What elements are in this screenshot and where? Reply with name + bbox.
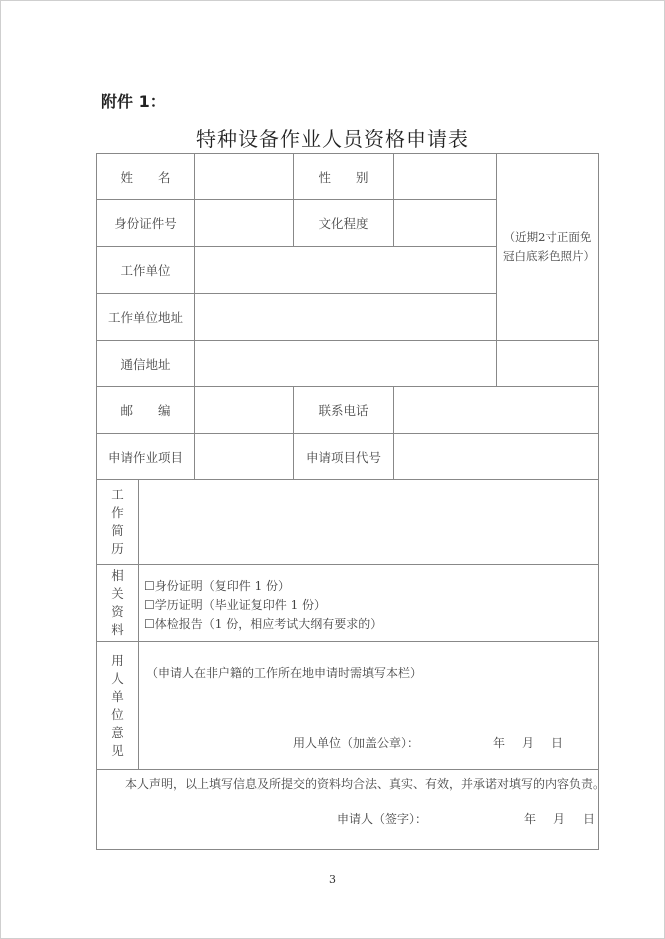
label-mail-address: 通信地址 xyxy=(96,340,195,387)
blank-cell xyxy=(496,340,599,387)
id-number-field[interactable] xyxy=(194,199,294,247)
label-name: 姓 名 xyxy=(96,153,195,200)
char: 关 xyxy=(111,586,124,601)
phone-field[interactable] xyxy=(393,386,599,434)
material-id-checkbox[interactable]: ☐身份证明（复印件 1 份） xyxy=(144,579,291,593)
applicant-day: 日 xyxy=(583,812,596,826)
label-work-history xyxy=(96,479,139,565)
employer-year: 年 xyxy=(493,736,506,750)
applicant-year: 年 xyxy=(524,812,537,826)
label-materials xyxy=(96,564,139,642)
apply-item-field[interactable] xyxy=(194,433,294,480)
photo-box[interactable]: （近期2寸正面免冠白底彩色照片） xyxy=(496,153,599,341)
page-number: 3 xyxy=(329,873,336,886)
employer-field[interactable] xyxy=(194,246,497,294)
employer-seal-label: 用人单位（加盖公章）： xyxy=(293,736,420,750)
form-title: 特种设备作业人员资格申请表 xyxy=(196,127,469,151)
char: 用 xyxy=(111,652,124,668)
mail-address-field[interactable] xyxy=(194,340,497,387)
work-history-field[interactable] xyxy=(138,479,599,565)
employer-opinion-note: （申请人在非户籍的工作所在地申请时需填写本栏） xyxy=(146,666,423,680)
education-field[interactable] xyxy=(393,199,497,247)
material-medical-checkbox[interactable]: ☐体检报告（1 份，相应考试大纲有要求的） xyxy=(144,617,383,631)
gender-field[interactable] xyxy=(393,153,497,200)
char: 资 xyxy=(111,604,124,619)
postcode-field[interactable] xyxy=(194,386,294,434)
char: 见 xyxy=(111,742,124,758)
label-phone: 联系电话 xyxy=(293,386,394,434)
char: 意 xyxy=(111,724,124,740)
label-employer-address: 工作单位地址 xyxy=(96,293,195,341)
char: 单 xyxy=(111,688,124,704)
char: 位 xyxy=(111,706,124,722)
label-employer-opinion xyxy=(96,641,139,770)
declaration-text: 本人声明，以上填写信息及所提交的资料均合法、真实、有效，并承诺对填写的内容负责。 xyxy=(125,777,606,791)
label-item-code: 申请项目代号 xyxy=(293,433,394,480)
name-field[interactable] xyxy=(194,153,294,200)
applicant-month: 月 xyxy=(553,812,566,826)
label-postcode: 邮 编 xyxy=(96,386,195,434)
char: 工 xyxy=(111,487,124,502)
applicant-sign-label: 申请人（签字）： xyxy=(337,812,428,826)
char: 作 xyxy=(111,505,124,520)
employer-address-field[interactable] xyxy=(194,293,497,341)
attachment-label: 附件 1： xyxy=(101,92,166,111)
item-code-field[interactable] xyxy=(393,433,599,480)
materials-list xyxy=(144,577,382,634)
char: 人 xyxy=(111,670,124,686)
employer-month: 月 xyxy=(522,736,535,750)
char: 料 xyxy=(111,622,124,637)
material-education-checkbox[interactable]: ☐学历证明（毕业证复印件 1 份） xyxy=(144,598,327,612)
char: 简 xyxy=(111,523,124,538)
label-id-number: 身份证件号 xyxy=(96,199,195,247)
label-gender: 性 别 xyxy=(293,153,394,200)
char: 历 xyxy=(111,541,124,556)
employer-day: 日 xyxy=(551,736,564,750)
char: 相 xyxy=(111,568,124,583)
label-employer: 工作单位 xyxy=(96,246,195,294)
label-apply-item: 申请作业项目 xyxy=(96,433,195,480)
label-education: 文化程度 xyxy=(293,199,394,247)
